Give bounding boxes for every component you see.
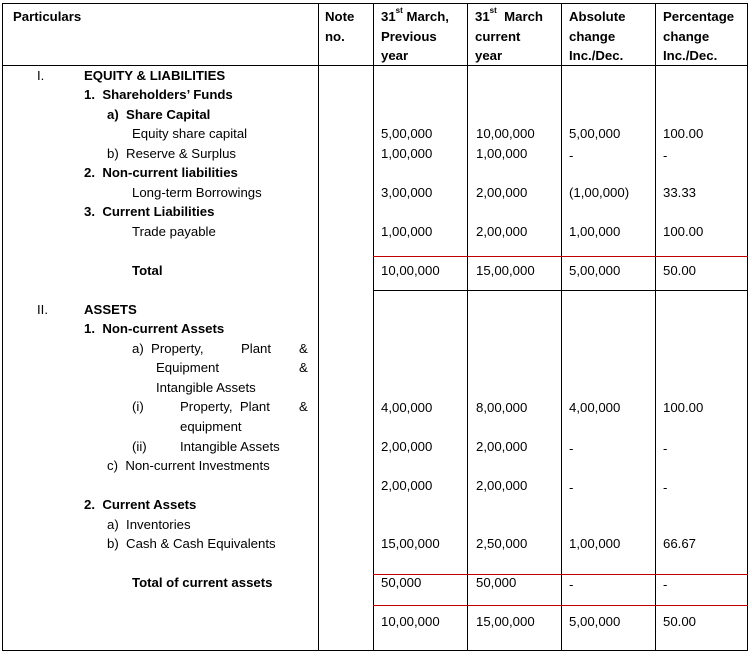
reserve-prev: 1,00,000 — [381, 146, 433, 161]
nci-label: c) Non-current Investments — [107, 458, 270, 473]
tp-curr: 2,00,000 — [476, 224, 528, 239]
current-assets-label: 2. Current Assets — [84, 497, 197, 512]
section1-roman: I. — [37, 68, 45, 83]
header-percentage-change: Percentage change Inc./Dec. — [663, 9, 735, 63]
header-particulars: Particulars — [13, 9, 82, 24]
total1-abs: 5,00,000 — [569, 263, 621, 278]
equity-curr: 10,00,000 — [476, 126, 535, 141]
total2-curr: 15,00,000 — [476, 614, 535, 629]
reserve-curr: 1,00,000 — [476, 146, 528, 161]
ppe-pct: 100.00 — [663, 400, 704, 415]
long-term-borrowings-label: Long-term Borrowings — [132, 185, 262, 200]
total2-pct: 50.00 — [663, 614, 697, 629]
header-absolute-change: Absolute change Inc./Dec. — [569, 9, 626, 63]
total2-abs: 5,00,000 — [569, 614, 621, 629]
tp-prev: 1,00,000 — [381, 224, 433, 239]
ltb-abs: (1,00,000) — [569, 185, 630, 200]
current-liabilities-label: 3. Current Liabilities — [84, 204, 215, 219]
intang-abs: - — [569, 441, 574, 456]
sub-i-label: Property, Plant — [180, 399, 270, 414]
nci-pct: - — [663, 480, 668, 495]
non-current-assets-label: 1. Non-current Assets — [84, 321, 225, 336]
cash-prev: 15,00,000 — [381, 536, 440, 551]
total-label: Total — [132, 263, 163, 278]
ppe-amp-1: & — [299, 341, 308, 356]
intang-pct: - — [663, 441, 668, 456]
col-divider-curr — [467, 3, 468, 651]
total1-pct: 50.00 — [663, 263, 697, 278]
ltb-pct: 33.33 — [663, 185, 697, 200]
sub-i-label-cont: equipment — [180, 419, 242, 434]
total-ca-rule-bottom — [373, 605, 748, 606]
cash-abs: 1,00,000 — [569, 536, 621, 551]
ppe-label: a) Property, — [132, 341, 204, 356]
header-previous-year: 31st March, Previous year — [381, 6, 449, 63]
sub-ii-label: Intangible Assets — [180, 439, 280, 454]
intang-curr: 2,00,000 — [476, 439, 528, 454]
header-note: Note no. — [325, 9, 355, 44]
total-ca-rule-top — [373, 574, 748, 575]
reserve-abs: - — [569, 148, 574, 163]
section-divider — [373, 290, 748, 291]
reserve-surplus-label: b) Reserve & Surplus — [107, 146, 236, 161]
reserve-pct: - — [663, 148, 668, 163]
share-capital-label: a) Share Capital — [107, 107, 211, 122]
equity-pct: 100.00 — [663, 126, 704, 141]
equity-abs: 5,00,000 — [569, 126, 621, 141]
non-current-liabilities-label: 2. Non-current liabilities — [84, 165, 238, 180]
total-ca-curr: 50,000 — [476, 575, 517, 590]
shareholders-funds-label: 1. Shareholders’ Funds — [84, 87, 233, 102]
equity-prev: 5,00,000 — [381, 126, 433, 141]
col-divider-note — [318, 3, 319, 651]
section2-roman: II. — [37, 302, 48, 317]
col-divider-abs — [561, 3, 562, 651]
ppe-intangible-label: Intangible Assets — [156, 380, 256, 395]
ppe-curr: 8,00,000 — [476, 400, 528, 415]
sub-i-amp: & — [299, 399, 308, 414]
total-current-assets-label: Total of current assets — [132, 575, 273, 590]
sub-ii-marker: (ii) — [132, 439, 147, 454]
col-divider-pct — [655, 3, 656, 651]
equity-share-capital-label: Equity share capital — [132, 126, 248, 141]
cash-curr: 2,50,000 — [476, 536, 528, 551]
cash-label: b) Cash & Cash Equivalents — [107, 536, 276, 551]
section1-title: EQUITY & LIABILITIES — [84, 68, 226, 83]
col-divider-prev — [373, 3, 374, 651]
header-current-year: 31st March current year — [475, 6, 543, 63]
sub-i-marker: (i) — [132, 399, 144, 414]
ltb-curr: 2,00,000 — [476, 185, 528, 200]
total-ca-abs: - — [569, 577, 574, 592]
ltb-prev: 3,00,000 — [381, 185, 433, 200]
section2-title: ASSETS — [84, 302, 137, 317]
ppe-amp-2: & — [299, 360, 308, 375]
total-ca-prev: 50,000 — [381, 575, 422, 590]
inventories-label: a) Inventories — [107, 517, 191, 532]
ppe-abs: 4,00,000 — [569, 400, 621, 415]
total-ca-pct: - — [663, 577, 668, 592]
nci-curr: 2,00,000 — [476, 478, 528, 493]
nci-abs: - — [569, 480, 574, 495]
intang-prev: 2,00,000 — [381, 439, 433, 454]
total-rule-top — [373, 256, 748, 257]
total2-prev: 10,00,000 — [381, 614, 440, 629]
ppe-equipment-label: Equipment — [156, 360, 220, 375]
total1-prev: 10,00,000 — [381, 263, 440, 278]
ppe-prev: 4,00,000 — [381, 400, 433, 415]
cash-pct: 66.67 — [663, 536, 697, 551]
ppe-plant-label: Plant — [241, 341, 272, 356]
nci-prev: 2,00,000 — [381, 478, 433, 493]
tp-abs: 1,00,000 — [569, 224, 621, 239]
trade-payable-label: Trade payable — [132, 224, 216, 239]
tp-pct: 100.00 — [663, 224, 704, 239]
total1-curr: 15,00,000 — [476, 263, 535, 278]
